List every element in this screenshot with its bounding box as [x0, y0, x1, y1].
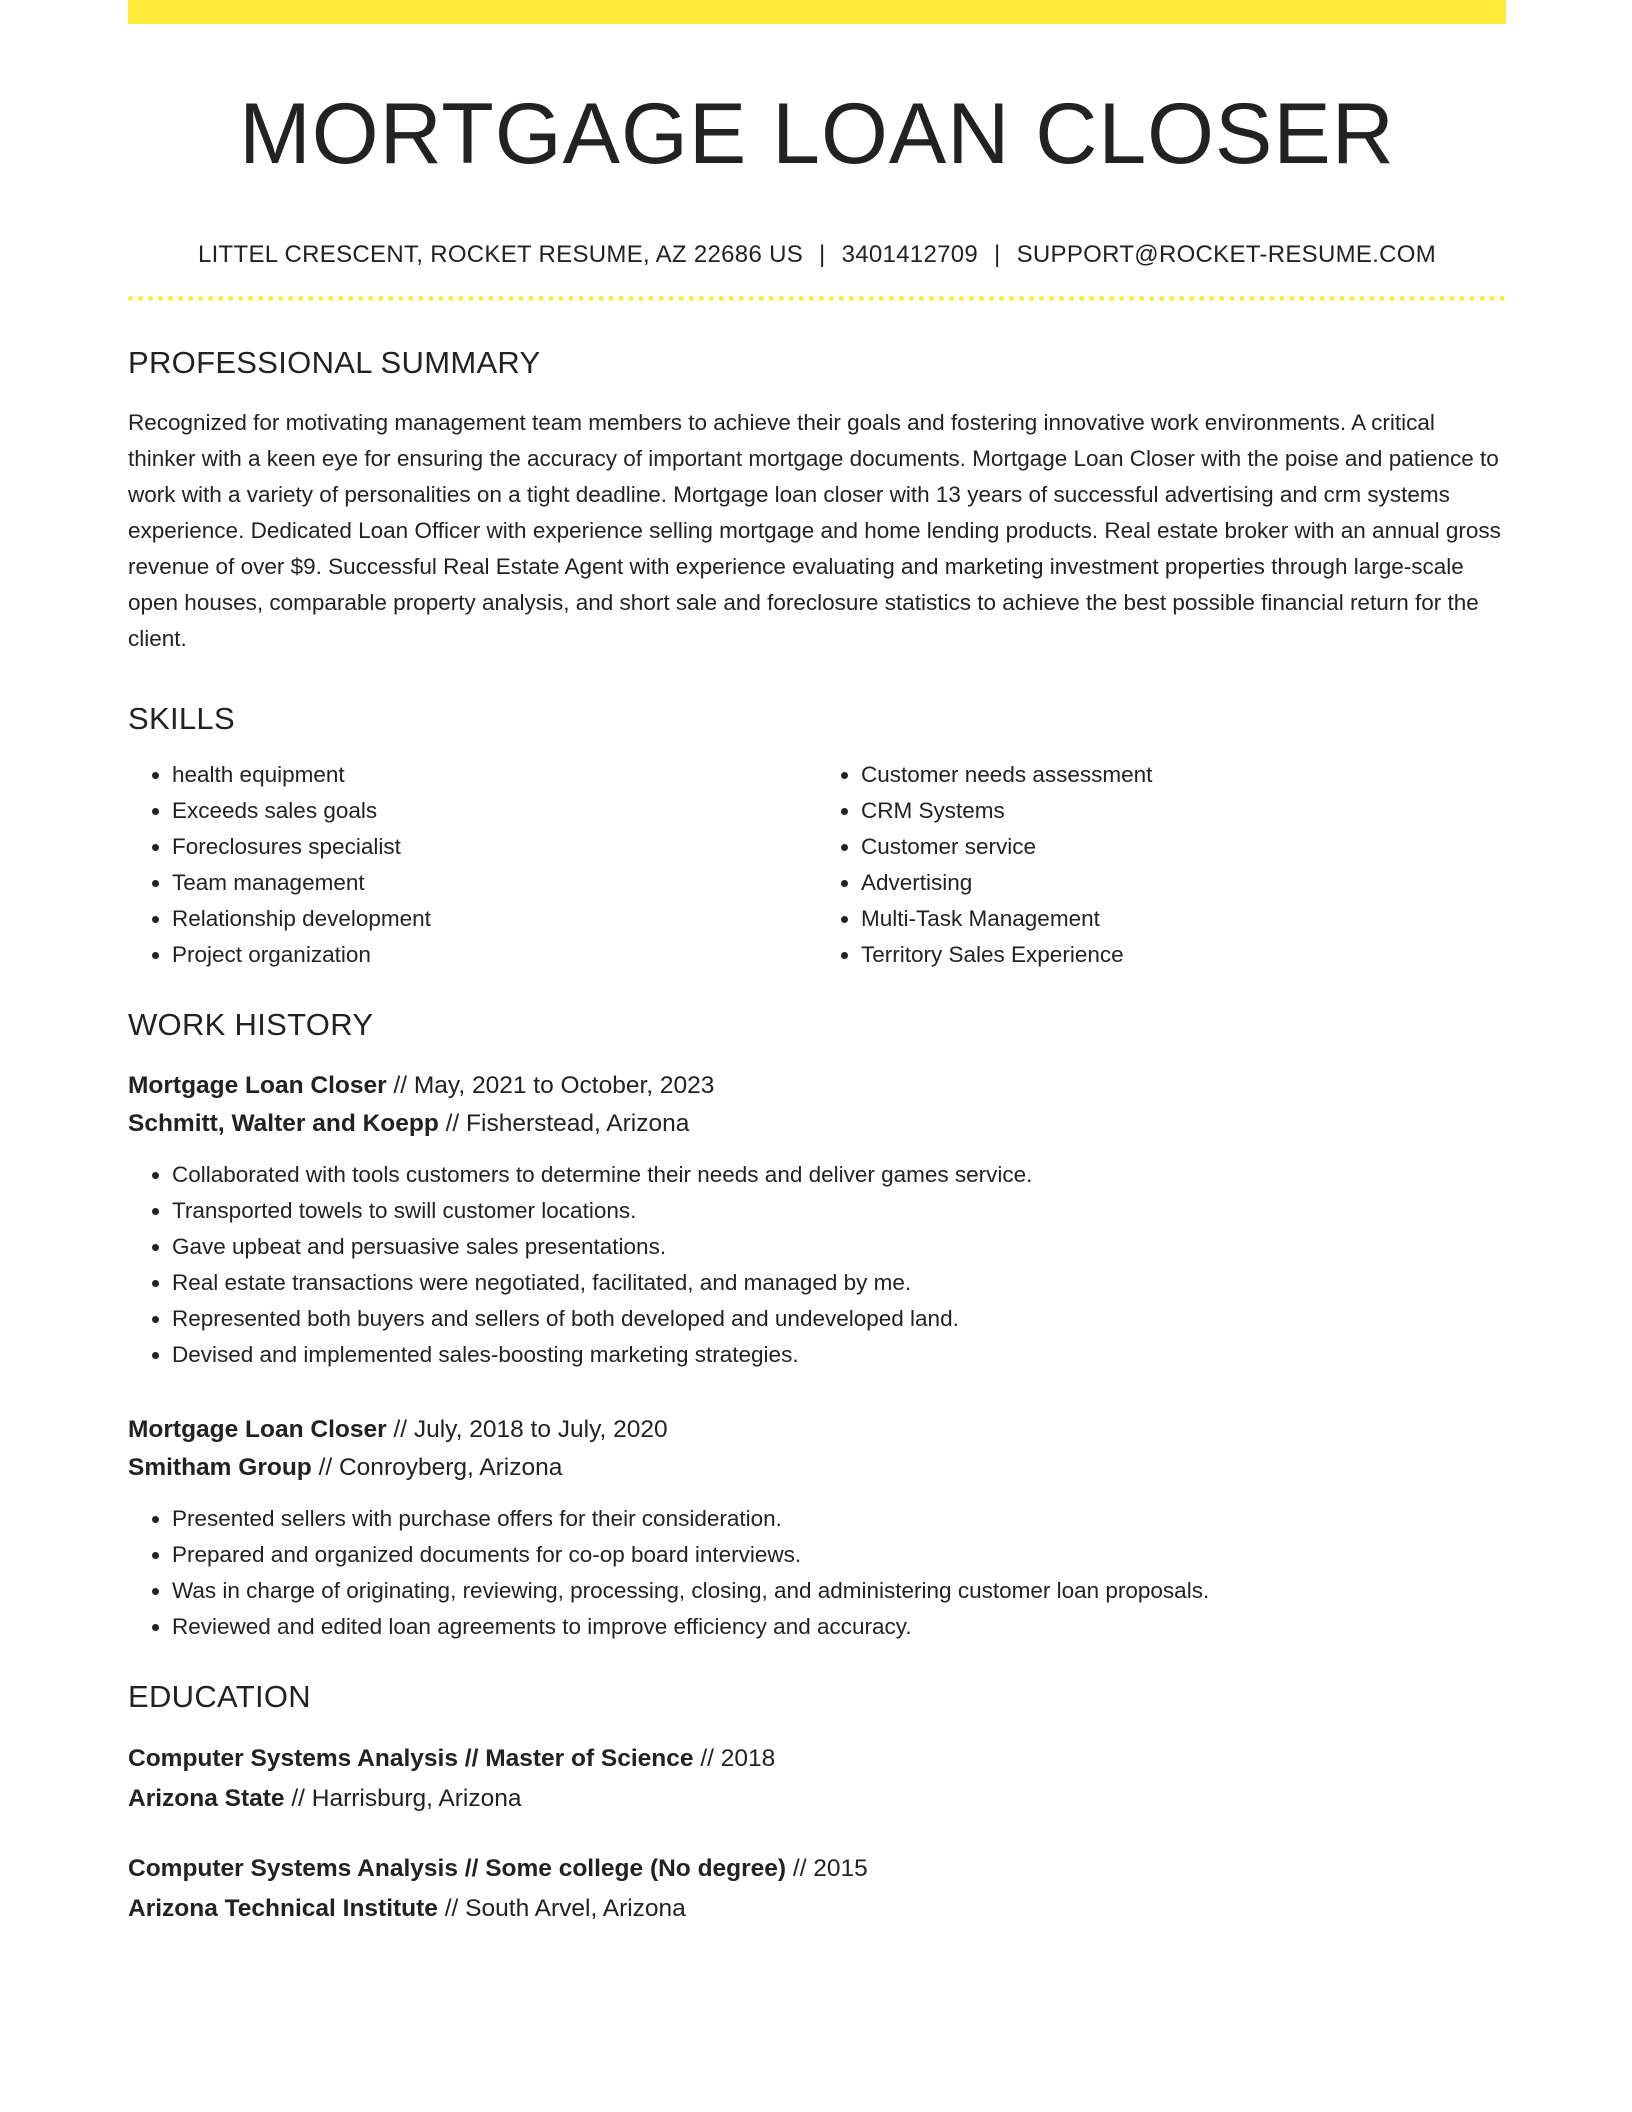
education-heading: EDUCATION — [128, 1679, 311, 1714]
job-bullet: • Represented both buyers and sellers of both developed and undeveloped land. — [172, 1301, 1506, 1337]
education-year: // 2018 — [693, 1745, 776, 1772]
job-company: Smitham Group — [128, 1454, 312, 1481]
work-history-heading: WORK HISTORY — [128, 1007, 374, 1042]
header-divider — [128, 296, 1506, 301]
education-location: // Harrisburg, Arizona — [284, 1785, 522, 1812]
skills-grid — [128, 757, 1506, 973]
job-bullet: • Transported towels to swill customer locations. — [172, 1193, 1506, 1229]
job-bullet: • Prepared and organized documents for co-op board interviews. — [172, 1537, 1506, 1573]
contact-separator: | — [994, 241, 1001, 268]
skill-item: • Multi-Task Management — [861, 901, 1506, 937]
job-bullet: • Presented sellers with purchase offers for their consideration. — [172, 1501, 1506, 1537]
education-location: // South Arvel, Arizona — [437, 1895, 686, 1922]
job-dates: // July, 2018 to July, 2020 — [386, 1416, 668, 1443]
summary-heading: PROFESSIONAL SUMMARY — [128, 345, 541, 380]
job-title-line — [128, 1411, 1506, 1449]
contact-phone: 3401412709 — [841, 241, 979, 268]
contact-separator: | — [819, 241, 826, 268]
education-school: Arizona Technical Institute — [128, 1895, 438, 1922]
job-role: Mortgage Loan Closer — [128, 1416, 387, 1443]
job-location: // Fisherstead, Arizona — [438, 1110, 690, 1137]
skills-heading: SKILLS — [128, 701, 235, 736]
skill-item: • Foreclosures specialist — [172, 829, 817, 865]
skills-column-left — [128, 757, 817, 973]
skill-item: • Customer needs assessment — [861, 757, 1506, 793]
job-bullet: • Reviewed and edited loan agreements to improve efficiency and accuracy. — [172, 1609, 1506, 1645]
education-school-line — [128, 1779, 1506, 1819]
skill-item: • Team management — [172, 865, 817, 901]
job-company-line — [128, 1449, 1506, 1487]
job-company: Schmitt, Walter and Koepp — [128, 1110, 439, 1137]
job-bullet: • Devised and implemented sales-boosting marketing strategies. — [172, 1337, 1506, 1373]
job-dates: // May, 2021 to October, 2023 — [386, 1072, 715, 1099]
job-bullets — [128, 1501, 1506, 1645]
job-bullets — [128, 1157, 1506, 1373]
skill-item: • health equipment — [172, 757, 817, 793]
top-accent-bar — [128, 0, 1506, 24]
job-bullet: • Was in charge of originating, reviewing, processing, closing, and administering customer loan proposals. — [172, 1573, 1506, 1609]
skill-item: • Advertising — [861, 865, 1506, 901]
job-bullet: • Gave upbeat and persuasive sales presentations. — [172, 1229, 1506, 1265]
skill-item: • Exceeds sales goals — [172, 793, 817, 829]
job-entry — [128, 1411, 1506, 1645]
contact-email: SUPPORT@ROCKET-RESUME.COM — [1016, 241, 1437, 268]
candidate-title: MORTGAGE LOAN CLOSER — [239, 86, 1395, 182]
job-role: Mortgage Loan Closer — [128, 1072, 387, 1099]
education-degree-line — [128, 1739, 1506, 1779]
skill-item: • Relationship development — [172, 901, 817, 937]
job-company-line — [128, 1105, 1506, 1143]
job-title-line — [128, 1067, 1506, 1105]
resume-content — [128, 24, 1506, 1929]
education-degree: Computer Systems Analysis // Master of Science — [128, 1745, 694, 1772]
skill-item: • Territory Sales Experience — [861, 937, 1506, 973]
job-bullet: • Collaborated with tools customers to determine their needs and deliver games service. — [172, 1157, 1506, 1193]
education-entry — [128, 1849, 1506, 1929]
education-school: Arizona State — [128, 1785, 285, 1812]
skill-item: • CRM Systems — [861, 793, 1506, 829]
skill-item: • Project organization — [172, 937, 817, 973]
skill-item: • Customer service — [861, 829, 1506, 865]
job-bullet: • Real estate transactions were negotiated, facilitated, and managed by me. — [172, 1265, 1506, 1301]
education-year: // 2015 — [786, 1855, 868, 1882]
job-location: // Conroyberg, Arizona — [311, 1454, 563, 1481]
education-school-line — [128, 1889, 1506, 1929]
education-degree: Computer Systems Analysis // Some college (No degree) — [128, 1855, 787, 1882]
education-entry — [128, 1739, 1506, 1819]
contact-line — [128, 240, 1506, 270]
contact-address: LITTEL CRESCENT, ROCKET RESUME, AZ 22686 US — [197, 241, 804, 268]
education-degree-line — [128, 1849, 1506, 1889]
summary-text: Recognized for motivating management team members to achieve their goals and fostering innovative work environments. A critical thinker with a keen eye for ensuring the accuracy of important mortgage documents. Mortgage Loan Closer with the poise and patience to work with a variety of personalities on a tight deadline. Mortgage loan closer with 13 years of successful advertising and crm systems experience. Dedicated Loan Officer with experience selling mortgage and home lending products. Real estate broker with an annual gross revenue of over $9. Successful Real Estate Agent with experience evaluating and marketing investment properties through large-scale open houses, comparable property analysis, and short sale and foreclosure statistics to achieve the best possible financial return for the client. — [128, 410, 1501, 651]
job-entry — [128, 1067, 1506, 1373]
skills-column-right — [817, 757, 1506, 973]
